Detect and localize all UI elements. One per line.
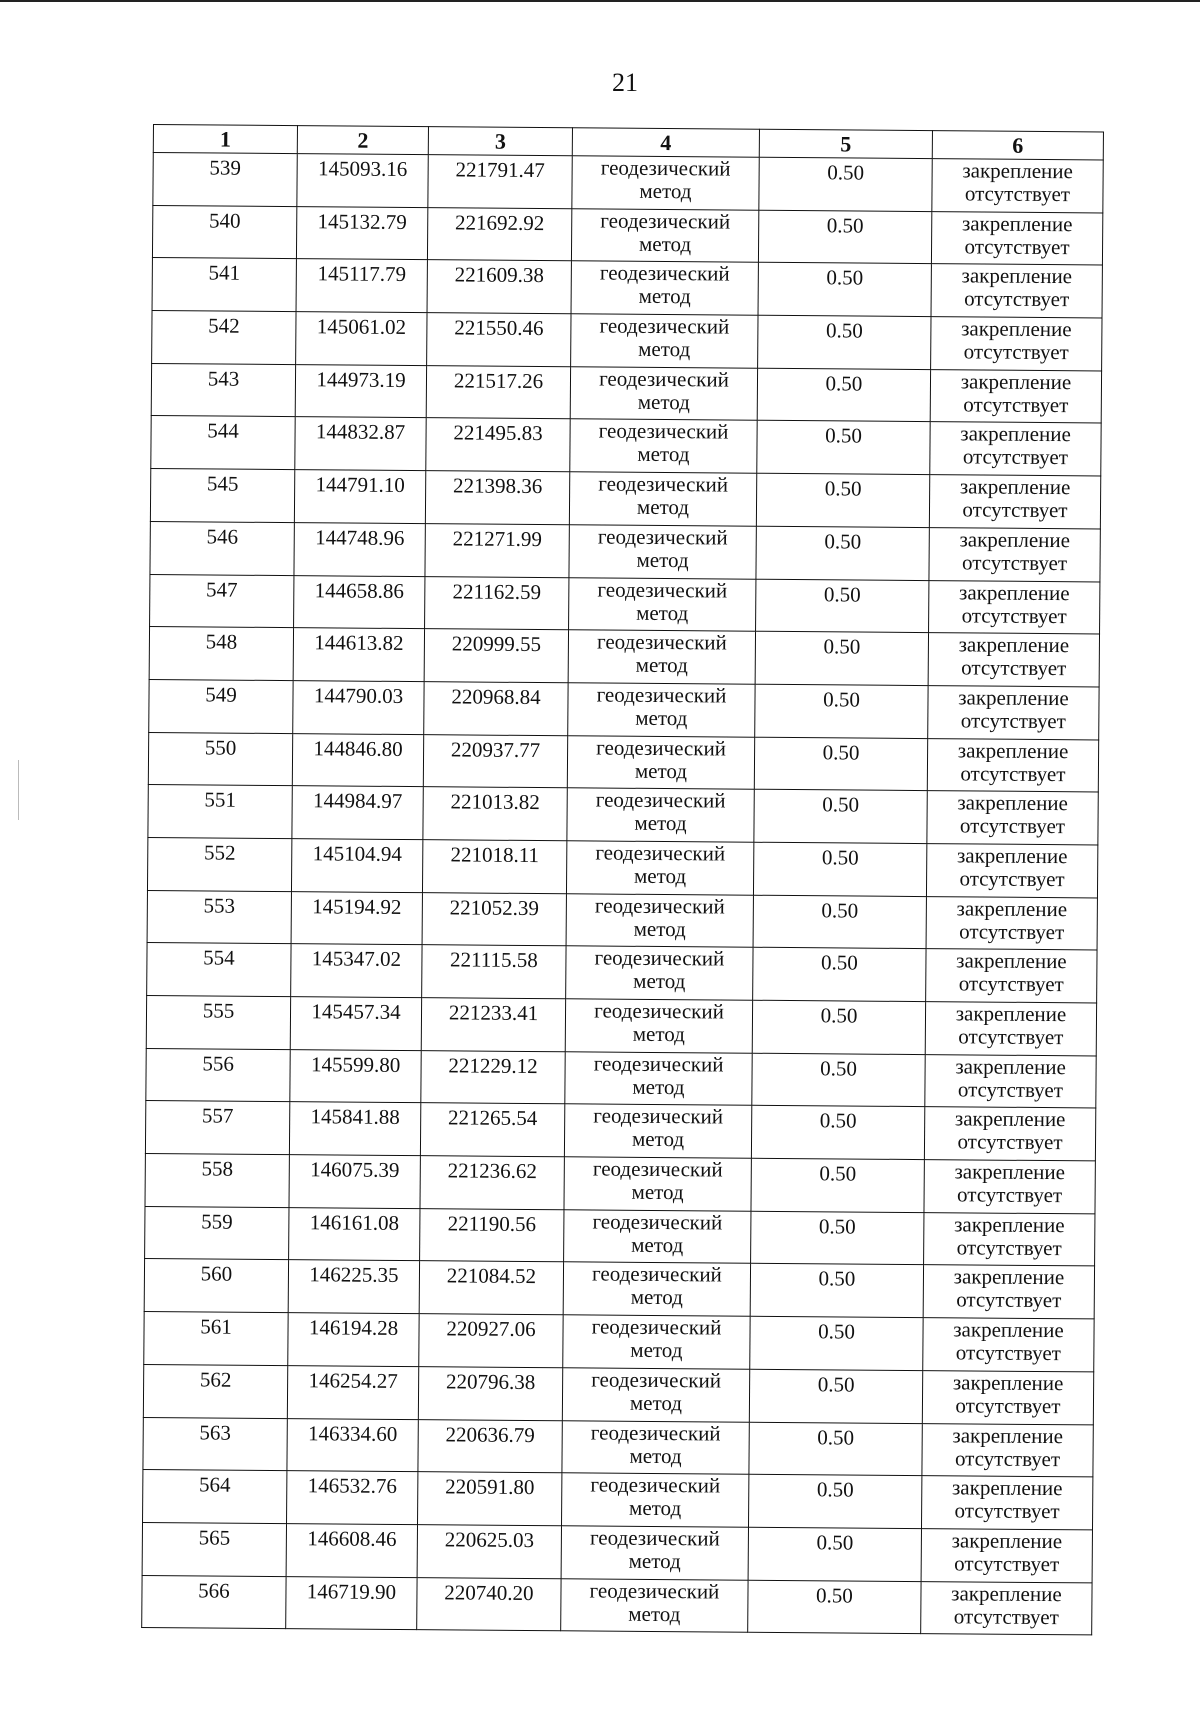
fixing-description-cell: закрепление отсутствует — [921, 1528, 1092, 1582]
method-cell: геодезический метод — [569, 525, 756, 579]
point-number-cell: 553 — [147, 890, 291, 944]
table-row — [143, 1364, 1093, 1424]
accuracy-cell: 0.50 — [753, 948, 926, 1002]
accuracy-cell: 0.50 — [756, 526, 929, 580]
point-number-cell: 550 — [148, 732, 292, 786]
coordinate-y-cell: 221609.38 — [427, 260, 571, 314]
coordinate-y-cell: 221271.99 — [425, 523, 569, 577]
coordinate-x-cell: 145457.34 — [290, 997, 421, 1051]
coordinate-y-cell: 221692.92 — [427, 207, 571, 261]
coordinate-x-cell: 144791.10 — [294, 470, 425, 524]
point-number-cell: 563 — [143, 1417, 287, 1471]
table-row — [144, 1312, 1094, 1372]
accuracy-cell: 0.50 — [750, 1264, 923, 1318]
table-row — [149, 627, 1099, 687]
accuracy-cell: 0.50 — [759, 157, 932, 211]
accuracy-cell: 0.50 — [758, 315, 931, 369]
point-number-cell: 551 — [148, 785, 292, 839]
point-number-cell: 547 — [150, 574, 294, 628]
fixing-description-cell: закрепление отсутствует — [923, 1318, 1094, 1372]
coordinates-table — [141, 124, 1104, 1636]
coordinate-y-cell: 221517.26 — [426, 365, 570, 419]
coordinate-y-cell: 220740.20 — [417, 1577, 561, 1631]
fixing-description-cell: закрепление отсутствует — [922, 1423, 1093, 1477]
point-number-cell: 539 — [153, 153, 297, 207]
coordinate-y-cell: 220999.55 — [424, 629, 568, 683]
fixing-description-cell: закрепление отсутствует — [927, 738, 1098, 792]
accuracy-cell: 0.50 — [751, 1158, 924, 1212]
table-row — [150, 574, 1100, 634]
point-number-cell: 540 — [152, 205, 296, 259]
accuracy-cell: 0.50 — [750, 1316, 923, 1370]
table-row — [145, 1154, 1095, 1214]
scan-artifact-line — [18, 760, 19, 820]
fixing-description-cell: закрепление отсутствует — [928, 633, 1099, 687]
coordinate-y-cell: 220625.03 — [417, 1524, 561, 1578]
accuracy-cell: 0.50 — [752, 1000, 925, 1054]
fixing-description-cell: закрепление отсутствует — [931, 211, 1102, 265]
method-cell: геодезический метод — [566, 946, 753, 1000]
point-number-cell: 555 — [146, 995, 290, 1049]
coordinate-y-cell: 221052.39 — [422, 892, 566, 946]
method-cell: геодезический метод — [564, 1104, 751, 1158]
accuracy-cell: 0.50 — [754, 737, 927, 791]
fixing-description-cell: закрепление отсутствует — [926, 844, 1097, 898]
coordinate-y-cell: 221013.82 — [423, 787, 567, 841]
coordinate-x-cell: 145104.94 — [291, 839, 422, 893]
point-number-cell: 557 — [145, 1101, 289, 1155]
coordinate-x-cell: 146254.27 — [287, 1365, 418, 1419]
coordinate-x-cell: 144984.97 — [292, 786, 423, 840]
coordinate-x-cell: 145093.16 — [297, 154, 428, 208]
coordinate-x-cell: 145194.92 — [291, 891, 422, 945]
coordinate-x-cell: 144790.03 — [293, 680, 424, 734]
fixing-description-cell: закрепление отсутствует — [926, 896, 1097, 950]
fixing-description-cell: закрепление отсутствует — [928, 685, 1099, 739]
coordinate-x-cell: 145132.79 — [296, 206, 427, 260]
table-row — [149, 679, 1099, 739]
method-cell: геодезический метод — [564, 1210, 751, 1264]
method-cell: геодезический метод — [566, 841, 753, 895]
coordinate-y-cell: 221190.56 — [420, 1208, 564, 1262]
table-row — [152, 258, 1102, 318]
point-number-cell: 552 — [147, 837, 291, 891]
accuracy-cell: 0.50 — [748, 1474, 921, 1528]
point-number-cell: 565 — [142, 1522, 286, 1576]
method-cell: геодезический метод — [569, 472, 756, 526]
point-number-cell: 541 — [152, 258, 296, 312]
fixing-description-cell: закрепление отсутствует — [925, 1054, 1096, 1108]
table-row — [148, 732, 1098, 792]
accuracy-cell: 0.50 — [749, 1369, 922, 1423]
accuracy-cell: 0.50 — [751, 1106, 924, 1160]
method-cell: геодезический метод — [565, 1051, 752, 1105]
method-cell: геодезический метод — [564, 1157, 751, 1211]
coordinate-y-cell: 221236.62 — [420, 1156, 564, 1210]
accuracy-cell: 0.50 — [758, 263, 931, 317]
table-row — [146, 995, 1096, 1055]
coordinate-y-cell: 220937.77 — [423, 734, 567, 788]
table-row — [144, 1259, 1094, 1319]
method-cell: геодезический метод — [566, 893, 753, 947]
method-cell: геодезический метод — [565, 999, 752, 1053]
table-row — [143, 1470, 1093, 1530]
coordinate-x-cell: 146719.90 — [286, 1576, 417, 1630]
coordinate-y-cell: 220591.80 — [418, 1472, 562, 1526]
point-number-cell: 548 — [149, 627, 293, 681]
method-cell: геодезический метод — [571, 208, 758, 262]
accuracy-cell: 0.50 — [755, 684, 928, 738]
coordinate-y-cell: 220636.79 — [418, 1419, 562, 1473]
coordinate-x-cell: 146161.08 — [289, 1207, 420, 1261]
fixing-description-cell: закрепление отсутствует — [931, 317, 1102, 371]
point-number-cell: 560 — [144, 1259, 288, 1313]
coordinate-x-cell: 144832.87 — [295, 417, 426, 471]
method-cell: геодезический метод — [568, 630, 755, 684]
accuracy-cell: 0.50 — [752, 1053, 925, 1107]
point-number-cell: 566 — [142, 1575, 286, 1629]
point-number-cell: 543 — [151, 363, 295, 417]
method-cell: геодезический метод — [570, 419, 757, 473]
fixing-description-cell: закрепление отсутствует — [924, 1160, 1095, 1214]
method-cell: геодезический метод — [563, 1262, 750, 1316]
method-cell: геодезический метод — [562, 1473, 749, 1527]
fixing-description-cell: закрепление отсутствует — [925, 1002, 1096, 1056]
fixing-description-cell: закрепление отсутствует — [930, 369, 1101, 423]
accuracy-cell: 0.50 — [753, 895, 926, 949]
fixing-description-cell: закрепление отсутствует — [929, 580, 1100, 634]
coordinate-y-cell: 221265.54 — [420, 1103, 564, 1157]
accuracy-cell: 0.50 — [758, 210, 931, 264]
method-cell: геодезический метод — [572, 156, 759, 210]
accuracy-cell: 0.50 — [754, 789, 927, 843]
point-number-cell: 546 — [150, 521, 294, 575]
coordinate-x-cell: 146532.76 — [287, 1471, 418, 1525]
point-number-cell: 561 — [144, 1312, 288, 1366]
table-row — [151, 416, 1101, 476]
fixing-description-cell: закрепление отсутствует — [929, 527, 1100, 581]
column-header-6: 6 — [932, 131, 1103, 160]
method-cell: геодезический метод — [561, 1578, 748, 1632]
point-number-cell: 562 — [143, 1364, 287, 1418]
table-row — [153, 153, 1103, 213]
table-body — [142, 153, 1104, 1636]
column-header-3: 3 — [428, 127, 572, 156]
page-number: 21 — [612, 68, 638, 97]
column-header-2: 2 — [297, 126, 428, 155]
coordinate-y-cell: 220796.38 — [418, 1366, 562, 1420]
coordinate-y-cell: 221084.52 — [419, 1261, 563, 1315]
coordinate-y-cell: 221550.46 — [427, 313, 571, 367]
method-cell: геодезический метод — [563, 1315, 750, 1369]
fixing-description-cell: закрепление отсутствует — [929, 475, 1100, 529]
accuracy-cell: 0.50 — [748, 1580, 921, 1634]
point-number-cell: 556 — [146, 1048, 290, 1102]
method-cell: геодезический метод — [562, 1368, 749, 1422]
fixing-description-cell: закрепление отсутствует — [932, 159, 1103, 213]
coordinate-x-cell: 146194.28 — [288, 1313, 419, 1367]
point-number-cell: 549 — [149, 679, 293, 733]
table-row — [142, 1575, 1092, 1635]
coordinate-y-cell: 221162.59 — [425, 576, 569, 630]
table-row — [152, 205, 1102, 265]
coordinate-x-cell: 144613.82 — [293, 628, 424, 682]
coordinate-y-cell: 221398.36 — [425, 471, 569, 525]
coordinate-y-cell: 221791.47 — [428, 155, 572, 209]
method-cell: геодезический метод — [561, 1526, 748, 1580]
table-row — [150, 521, 1100, 581]
coordinate-x-cell: 144846.80 — [292, 733, 423, 787]
method-cell: геодезический метод — [571, 261, 758, 315]
coordinate-y-cell: 220968.84 — [424, 682, 568, 736]
table-row — [147, 943, 1097, 1003]
coordinate-x-cell: 144973.19 — [295, 364, 426, 418]
table-row — [150, 469, 1100, 529]
fixing-description-cell: закрепление отсутствует — [927, 791, 1098, 845]
scan-top-edge — [0, 0, 1200, 2]
coordinate-x-cell: 145061.02 — [296, 312, 427, 366]
method-cell: геодезический метод — [569, 577, 756, 631]
table-row — [145, 1206, 1095, 1266]
fixing-description-cell: закрепление отсутствует — [922, 1370, 1093, 1424]
coordinate-x-cell: 145841.88 — [289, 1102, 420, 1156]
accuracy-cell: 0.50 — [756, 473, 929, 527]
coordinate-y-cell: 220927.06 — [419, 1314, 563, 1368]
coordinate-y-cell: 221229.12 — [421, 1050, 565, 1104]
accuracy-cell: 0.50 — [756, 579, 929, 633]
fixing-description-cell: закрепление отсутствует — [924, 1212, 1095, 1266]
fixing-description-cell: закрепление отсутствует — [930, 422, 1101, 476]
coordinate-y-cell: 221495.83 — [426, 418, 570, 472]
accuracy-cell: 0.50 — [755, 631, 928, 685]
accuracy-cell: 0.50 — [757, 368, 930, 422]
method-cell: геодезический метод — [562, 1420, 749, 1474]
accuracy-cell: 0.50 — [749, 1422, 922, 1476]
accuracy-cell: 0.50 — [757, 421, 930, 475]
column-header-1: 1 — [153, 125, 297, 154]
coordinate-x-cell: 146225.35 — [288, 1260, 419, 1314]
column-header-5: 5 — [759, 129, 932, 158]
method-cell: геодезический метод — [568, 683, 755, 737]
point-number-cell: 542 — [152, 311, 296, 365]
fixing-description-cell: закрепление отсутствует — [921, 1476, 1092, 1530]
table-row — [143, 1417, 1093, 1477]
table-row — [146, 1048, 1096, 1108]
coordinate-x-cell: 144658.86 — [294, 575, 425, 629]
table-row — [147, 890, 1097, 950]
column-header-4: 4 — [572, 128, 759, 157]
table-row — [147, 837, 1097, 897]
coordinate-y-cell: 221233.41 — [421, 998, 565, 1052]
accuracy-cell: 0.50 — [751, 1211, 924, 1265]
point-number-cell: 558 — [145, 1154, 289, 1208]
fixing-description-cell: закрепление отсутствует — [926, 949, 1097, 1003]
fixing-description-cell: закрепление отсутствует — [924, 1107, 1095, 1161]
coordinate-x-cell: 145117.79 — [296, 259, 427, 313]
coordinate-y-cell: 221018.11 — [422, 840, 566, 894]
point-number-cell: 564 — [143, 1470, 287, 1524]
table-row — [148, 785, 1098, 845]
coordinate-x-cell: 145347.02 — [291, 944, 422, 998]
fixing-description-cell: закрепление отсутствует — [921, 1581, 1092, 1635]
point-number-cell: 554 — [147, 943, 291, 997]
point-number-cell: 559 — [145, 1206, 289, 1260]
accuracy-cell: 0.50 — [748, 1527, 921, 1581]
coordinate-y-cell: 221115.58 — [422, 945, 566, 999]
method-cell: геодезический метод — [567, 735, 754, 789]
table-row — [142, 1522, 1092, 1582]
coordinate-x-cell: 146075.39 — [289, 1155, 420, 1209]
method-cell: геодезический метод — [571, 314, 758, 368]
point-number-cell: 545 — [150, 469, 294, 523]
point-number-cell: 544 — [151, 416, 295, 470]
table-row — [151, 363, 1101, 423]
coordinate-x-cell: 146608.46 — [286, 1523, 417, 1577]
fixing-description-cell: закрепление отсутствует — [931, 264, 1102, 318]
table-row — [145, 1101, 1095, 1161]
coordinate-x-cell: 146334.60 — [287, 1418, 418, 1472]
table-row — [152, 311, 1102, 371]
accuracy-cell: 0.50 — [753, 842, 926, 896]
fixing-description-cell: закрепление отсутствует — [923, 1265, 1094, 1319]
coordinate-x-cell: 145599.80 — [290, 1049, 421, 1103]
method-cell: геодезический метод — [570, 367, 757, 421]
coordinate-x-cell: 144748.96 — [294, 522, 425, 576]
method-cell: геодезический метод — [567, 788, 754, 842]
